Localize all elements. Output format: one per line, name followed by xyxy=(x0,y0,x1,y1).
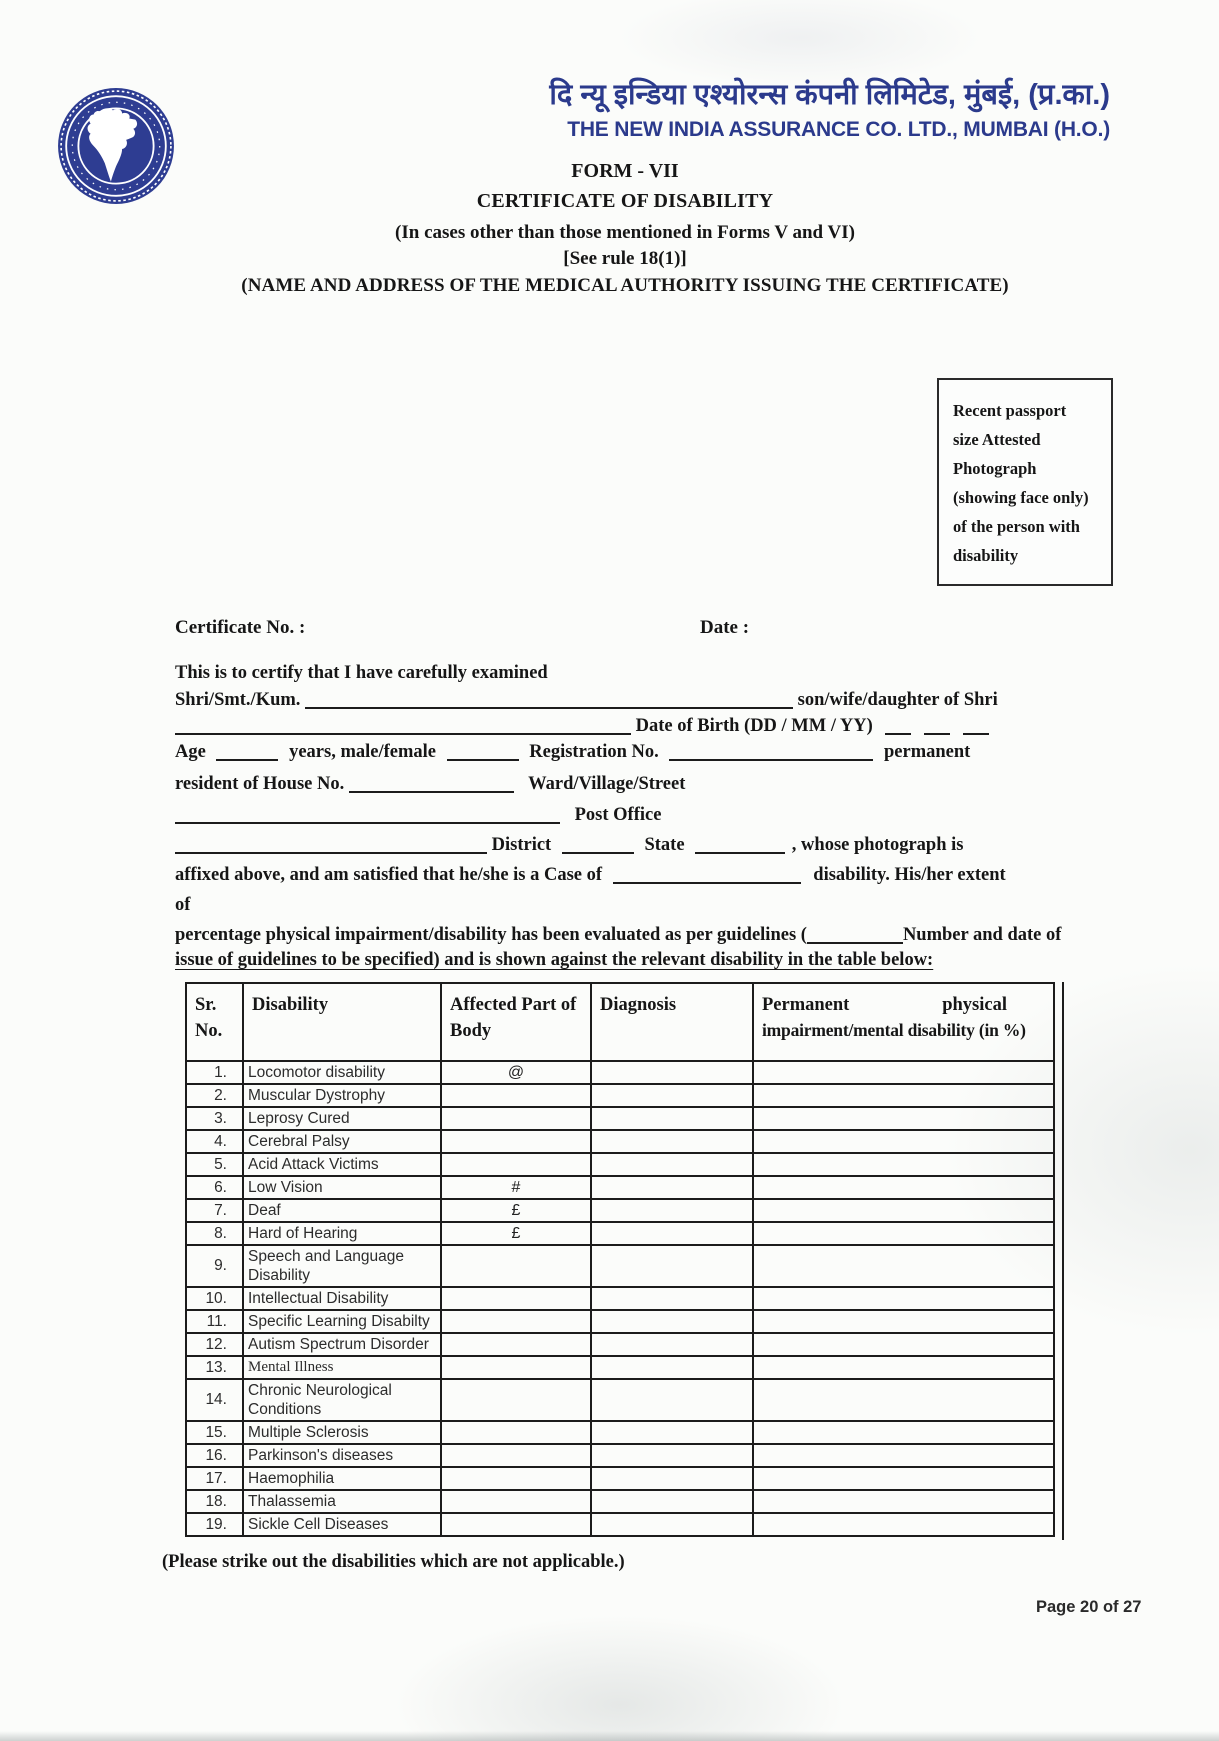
cell-affected-part[interactable] xyxy=(441,1513,591,1536)
applicant-name-blank[interactable] xyxy=(305,690,793,709)
cell-affected-part[interactable] xyxy=(441,1107,591,1130)
cell-affected-part[interactable] xyxy=(441,1444,591,1467)
disability-table xyxy=(185,982,1055,1537)
guidelines-blank[interactable] xyxy=(807,925,903,944)
cell-disability: Locomotor disability xyxy=(243,1061,441,1084)
cell-diagnosis[interactable] xyxy=(591,1490,753,1513)
cell-impairment[interactable] xyxy=(753,1130,1054,1153)
cell-sr-no: 7. xyxy=(186,1199,243,1222)
cell-disability: Parkinson's diseases xyxy=(243,1444,441,1467)
photo-box-line: (showing face only) xyxy=(953,488,1089,507)
table-row xyxy=(186,1199,1054,1222)
cell-diagnosis[interactable] xyxy=(591,1176,753,1199)
col-header-sr-no: Sr. No. xyxy=(186,983,243,1061)
cell-diagnosis[interactable] xyxy=(591,1061,753,1084)
cell-impairment[interactable] xyxy=(753,1513,1054,1536)
certificate-no-label: Certificate No. : xyxy=(175,617,306,638)
registration-label: Registration No. xyxy=(529,742,659,762)
col-header-disability: Disability xyxy=(243,983,441,1061)
declaration-line-9 xyxy=(175,895,190,916)
cell-impairment[interactable] xyxy=(753,1444,1054,1467)
cell-sr-no: 9. xyxy=(186,1245,243,1287)
company-name-hindi: दि न्यू इन्डिया एश्योरन्स कंपनी लिमिटेड, मुंबई, (प्र.का.) xyxy=(549,79,1110,111)
extent-suffix: disability. His/her extent xyxy=(813,865,1006,885)
cell-disability: Sickle Cell Diseases xyxy=(243,1513,441,1536)
of-word: of xyxy=(175,895,191,915)
photo-placeholder-box xyxy=(937,378,1113,586)
cell-sr-no: 17. xyxy=(186,1467,243,1490)
father-name-blank[interactable] xyxy=(175,716,631,735)
table-row xyxy=(186,1107,1054,1130)
issue-guidelines-text: issue of guidelines to be specified) and is shown against the relevant disability in the table below: xyxy=(175,950,934,970)
table-row xyxy=(186,1467,1054,1490)
table-row xyxy=(186,1084,1054,1107)
cell-diagnosis[interactable] xyxy=(591,1084,753,1107)
scan-edge-shadow xyxy=(0,1731,1219,1741)
state-label: State xyxy=(644,835,685,855)
declaration-line-4 xyxy=(175,742,970,763)
district-blank[interactable] xyxy=(562,835,634,854)
cell-sr-no: 3. xyxy=(186,1107,243,1130)
table-row xyxy=(186,1061,1054,1084)
cell-sr-no: 16. xyxy=(186,1444,243,1467)
cell-disability: Multiple Sclerosis xyxy=(243,1421,441,1444)
rule-reference: [See rule 18(1)] xyxy=(563,248,687,269)
cell-impairment[interactable] xyxy=(753,1199,1054,1222)
cell-disability: Autism Spectrum Disorder xyxy=(243,1333,441,1356)
cell-sr-no: 13. xyxy=(186,1356,243,1379)
form-title-block xyxy=(140,160,1110,297)
cell-affected-part[interactable] xyxy=(441,1467,591,1490)
photo-box-line: disability xyxy=(953,546,1019,565)
date-label: Date : xyxy=(700,617,750,638)
cell-impairment[interactable] xyxy=(753,1310,1054,1333)
cell-impairment[interactable] xyxy=(753,1490,1054,1513)
cell-impairment[interactable] xyxy=(753,1222,1054,1245)
cell-disability: Acid Attack Victims xyxy=(243,1153,441,1176)
table-row xyxy=(186,1287,1054,1310)
declaration-line-7 xyxy=(175,835,963,856)
page-number: Page 20 of 27 xyxy=(1036,1598,1142,1616)
declaration-line-5 xyxy=(175,774,685,795)
case-of-label: affixed above, and am satisfied that he/she is a Case of xyxy=(175,865,603,885)
cell-diagnosis[interactable] xyxy=(591,1513,753,1536)
cell-diagnosis[interactable] xyxy=(591,1379,753,1421)
state-blank[interactable] xyxy=(695,835,785,854)
table-row xyxy=(186,1379,1054,1421)
cell-sr-no: 11. xyxy=(186,1310,243,1333)
post-office-label: Post Office xyxy=(574,805,662,825)
cell-affected-part[interactable] xyxy=(441,1287,591,1310)
cell-disability: Leprosy Cured xyxy=(243,1107,441,1130)
cell-impairment[interactable] xyxy=(753,1421,1054,1444)
cell-disability: Low Vision xyxy=(243,1176,441,1199)
cell-diagnosis[interactable] xyxy=(591,1356,753,1379)
cell-affected-part[interactable]: # xyxy=(441,1176,591,1199)
declaration-line-1 xyxy=(175,663,548,684)
dob-label: Date of Birth (DD / MM / YY) xyxy=(635,716,873,736)
declaration-line-2 xyxy=(175,690,998,711)
declaration-line-3 xyxy=(175,716,989,737)
gender-blank[interactable] xyxy=(447,742,519,761)
declaration-line-10 xyxy=(175,925,1061,946)
house-no-blank[interactable] xyxy=(349,774,514,793)
photo-box-line: Photograph xyxy=(953,459,1037,478)
cell-impairment[interactable] xyxy=(753,1356,1054,1379)
declaration-line-11 xyxy=(175,950,933,971)
form-subtitle: (In cases other than those mentioned in Forms V and VI) xyxy=(395,222,855,243)
cell-impairment[interactable] xyxy=(753,1084,1054,1107)
company-name-english: THE NEW INDIA ASSURANCE CO. LTD., MUMBAI (H.O.) xyxy=(567,118,1110,141)
cell-sr-no: 12. xyxy=(186,1333,243,1356)
declaration-line-8 xyxy=(175,865,1006,886)
cell-affected-part[interactable] xyxy=(441,1153,591,1176)
cell-sr-no: 1. xyxy=(186,1061,243,1084)
cell-impairment[interactable] xyxy=(753,1379,1054,1421)
photo-box-line: Recent passport xyxy=(953,401,1067,420)
age-blank[interactable] xyxy=(216,742,278,761)
cell-sr-no: 19. xyxy=(186,1513,243,1536)
cell-diagnosis[interactable] xyxy=(591,1245,753,1287)
table-row xyxy=(186,1444,1054,1467)
cell-affected-part[interactable] xyxy=(441,1356,591,1379)
house-no-label: resident of House No. xyxy=(175,774,345,794)
cell-impairment[interactable] xyxy=(753,1333,1054,1356)
dob-dd-blank[interactable] xyxy=(885,716,911,735)
cell-sr-no: 8. xyxy=(186,1222,243,1245)
form-title: CERTIFICATE OF DISABILITY xyxy=(476,190,774,212)
post-office-blank[interactable] xyxy=(175,835,487,854)
cell-impairment[interactable] xyxy=(753,1287,1054,1310)
cell-affected-part[interactable]: £ xyxy=(441,1222,591,1245)
permanent-label: permanent xyxy=(883,742,971,762)
table-row xyxy=(186,1176,1054,1199)
cell-disability: Chronic Neurological Conditions xyxy=(243,1379,441,1421)
table-row xyxy=(186,1513,1054,1536)
cell-disability: Intellectual Disability xyxy=(243,1287,441,1310)
ward-label: Ward/Village/Street xyxy=(528,774,686,794)
table-row xyxy=(186,1153,1054,1176)
shri-label: Shri/Smt./Kum. xyxy=(175,690,301,710)
locality-blank[interactable] xyxy=(175,805,560,824)
col-header-affected-part: Affected Part of Body xyxy=(441,983,591,1061)
cell-disability: Thalassemia xyxy=(243,1490,441,1513)
cell-diagnosis[interactable] xyxy=(591,1107,753,1130)
cell-sr-no: 14. xyxy=(186,1379,243,1421)
table-row xyxy=(186,1490,1054,1513)
table-outer-right-border xyxy=(1062,982,1064,1540)
cell-impairment[interactable] xyxy=(753,1061,1054,1084)
guidelines-label: percentage physical impairment/disability has been evaluated as per guidelines ( xyxy=(175,925,807,945)
cell-disability: Specific Learning Disabilty xyxy=(243,1310,441,1333)
dob-yy-blank[interactable] xyxy=(963,716,989,735)
col-header-impairment: Permanent physical impairment/mental disability (in %) xyxy=(753,983,1054,1061)
cell-diagnosis[interactable] xyxy=(591,1310,753,1333)
certify-text: This is to certify that I have carefully examined xyxy=(175,663,548,683)
cell-affected-part[interactable] xyxy=(441,1310,591,1333)
disability-type-blank[interactable] xyxy=(613,865,801,884)
cell-disability: Deaf xyxy=(243,1199,441,1222)
age-label: Age xyxy=(175,742,206,762)
table-row xyxy=(186,1356,1054,1379)
cell-impairment[interactable] xyxy=(753,1176,1054,1199)
number-date-suffix: Number and date of xyxy=(902,925,1062,945)
cell-affected-part[interactable] xyxy=(441,1084,591,1107)
cell-diagnosis[interactable] xyxy=(591,1130,753,1153)
cell-disability: Mental Illness xyxy=(243,1356,441,1379)
cell-diagnosis[interactable] xyxy=(591,1199,753,1222)
cell-impairment[interactable] xyxy=(753,1153,1054,1176)
col-header-diagnosis: Diagnosis xyxy=(591,983,753,1061)
cell-affected-part[interactable] xyxy=(441,1245,591,1287)
cell-impairment[interactable] xyxy=(753,1467,1054,1490)
cell-impairment[interactable] xyxy=(753,1245,1054,1287)
table-row xyxy=(186,1245,1054,1287)
declaration-line-6 xyxy=(175,805,661,826)
cell-diagnosis[interactable] xyxy=(591,1421,753,1444)
cell-sr-no: 4. xyxy=(186,1130,243,1153)
registration-blank[interactable] xyxy=(669,742,873,761)
cell-diagnosis[interactable] xyxy=(591,1333,753,1356)
cell-sr-no: 18. xyxy=(186,1490,243,1513)
cell-affected-part[interactable] xyxy=(441,1379,591,1421)
cell-affected-part[interactable] xyxy=(441,1130,591,1153)
cell-impairment[interactable] xyxy=(753,1107,1054,1130)
son-wife-daughter-label: son/wife/daughter of Shri xyxy=(797,690,998,710)
cell-affected-part[interactable] xyxy=(441,1490,591,1513)
cell-disability: Muscular Dystrophy xyxy=(243,1084,441,1107)
table-row xyxy=(186,1130,1054,1153)
photo-box-line: of the person with xyxy=(953,517,1080,536)
cell-affected-part[interactable] xyxy=(441,1333,591,1356)
cell-sr-no: 2. xyxy=(186,1084,243,1107)
photo-box-line: size Attested xyxy=(953,430,1041,449)
district-label: District xyxy=(491,835,552,855)
dob-mm-blank[interactable] xyxy=(924,716,950,735)
gender-label: years, male/female xyxy=(289,742,436,762)
cell-affected-part[interactable]: £ xyxy=(441,1199,591,1222)
disability-table-body xyxy=(186,1061,1054,1536)
cell-diagnosis[interactable] xyxy=(591,1444,753,1467)
cell-disability: Haemophilia xyxy=(243,1467,441,1490)
table-row xyxy=(186,1222,1054,1245)
table-row xyxy=(186,1333,1054,1356)
cell-sr-no: 5. xyxy=(186,1153,243,1176)
cell-diagnosis[interactable] xyxy=(591,1467,753,1490)
cell-sr-no: 6. xyxy=(186,1176,243,1199)
form-number: FORM - VII xyxy=(571,160,679,182)
table-row xyxy=(186,1421,1054,1444)
cell-diagnosis[interactable] xyxy=(591,1287,753,1310)
cell-diagnosis[interactable] xyxy=(591,1153,753,1176)
table-row xyxy=(186,1310,1054,1333)
cell-sr-no: 10. xyxy=(186,1287,243,1310)
cell-diagnosis[interactable] xyxy=(591,1222,753,1245)
cell-disability: Hard of Hearing xyxy=(243,1222,441,1245)
photograph-suffix: , whose photograph is xyxy=(791,835,964,855)
cell-affected-part[interactable]: @ xyxy=(441,1061,591,1084)
strike-out-note: (Please strike out the disabilities which are not applicable.) xyxy=(162,1552,625,1572)
cell-disability: Cerebral Palsy xyxy=(243,1130,441,1153)
cell-disability: Speech and Language Disability xyxy=(243,1245,441,1287)
cell-affected-part[interactable] xyxy=(441,1421,591,1444)
cell-sr-no: 15. xyxy=(186,1421,243,1444)
authority-line: (NAME AND ADDRESS OF THE MEDICAL AUTHORITY ISSUING THE CERTIFICATE) xyxy=(241,275,1009,296)
table-header-row xyxy=(186,983,1054,1061)
